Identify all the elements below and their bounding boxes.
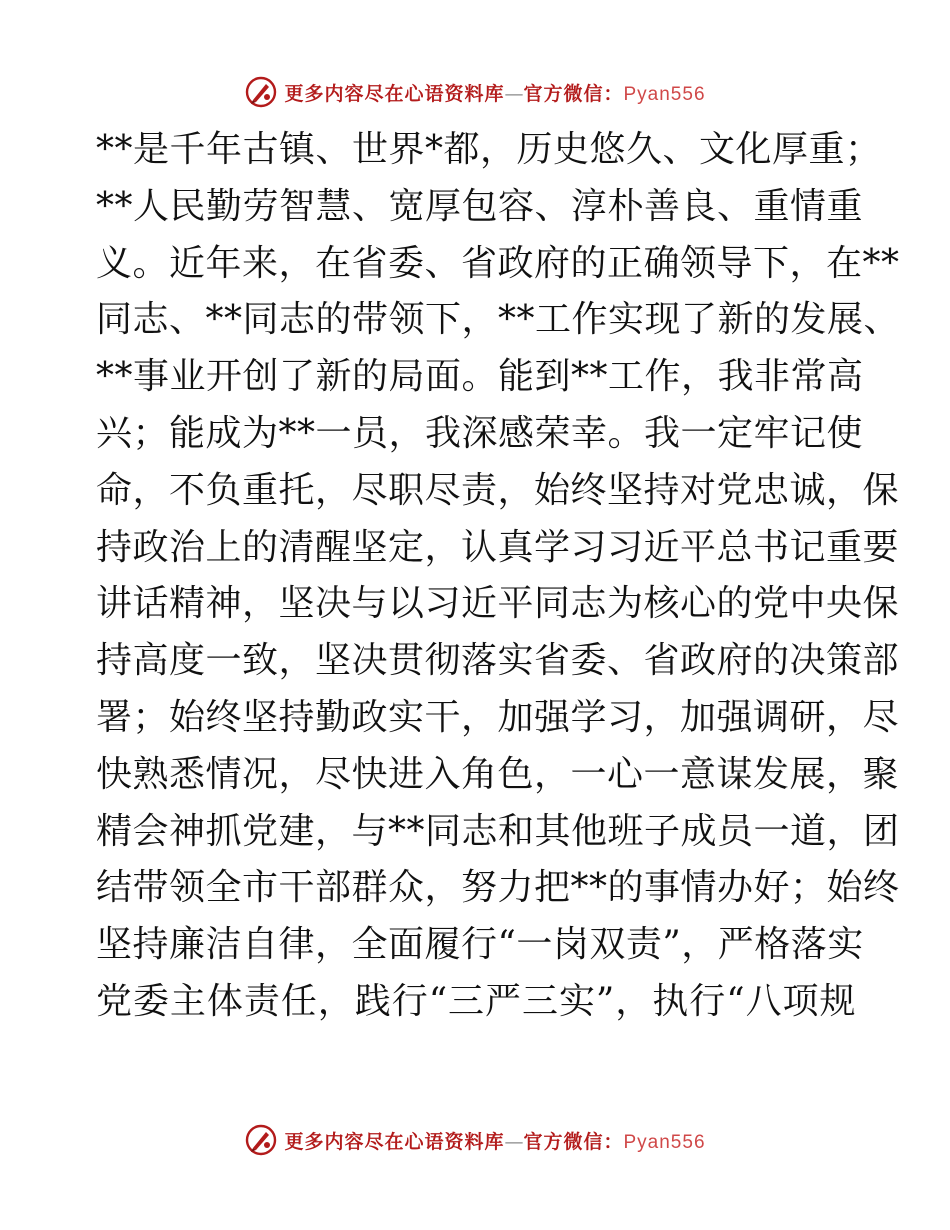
document-body: [96, 122, 901, 1031]
text-line: **事业开创了新的局面。能到**工作，我非常高: [96, 356, 864, 398]
watermark-text: [284, 1127, 705, 1154]
quill-pen-seal-icon: [244, 75, 278, 109]
header-watermark: [0, 72, 950, 112]
footer-watermark: [0, 1120, 950, 1160]
watermark-separator: —: [504, 82, 524, 105]
text-line: 命，不负重托，尽职尽责，始终坚持对党忠诚，保: [96, 469, 900, 511]
text-line: 快熟悉情况，尽快进入角色，一心一意谋发展，聚: [96, 753, 900, 795]
watermark-wechat-label: 官方微信：: [523, 82, 624, 105]
text-line: 讲话精神，坚决与以习近平同志为核心的党中央保: [96, 583, 900, 625]
watermark-text: [284, 79, 705, 106]
text-line: **人民勤劳智慧、宽厚包容、淳朴善良、重情重: [96, 185, 864, 227]
watermark-wechat-id: Pyan556: [623, 1131, 706, 1153]
text-line: **是千年古镇、世界*都，历史悠久、文化厚重；: [96, 129, 882, 170]
text-line: 署；始终坚持勤政实干，加强学习，加强调研，尽: [96, 696, 900, 738]
text-line: 精会神抓党建，与**同志和其他班子成员一道，团: [96, 810, 900, 852]
text-line: 结带领全市干部群众，努力把**的事情办好；始终: [96, 867, 900, 909]
text-line: 坚持廉洁自律，全面履行“一岗双责”，严格落实: [96, 924, 864, 966]
watermark-main: 更多内容尽在心语资料库: [284, 82, 505, 105]
text-line: 持政治上的清醒坚定，认真学习习近平总书记重要: [96, 526, 900, 568]
watermark-main: 更多内容尽在心语资料库: [284, 1130, 505, 1153]
quill-pen-seal-icon: [244, 1123, 278, 1157]
text-line: 党委主体责任，践行“三严三实”，执行“八项规: [96, 980, 856, 1022]
text-line: 义。近年来，在省委、省政府的正确领导下，在**: [96, 242, 900, 284]
text-line: 持高度一致，坚决贯彻落实省委、省政府的决策部: [96, 640, 900, 682]
watermark-wechat-id: Pyan556: [623, 83, 706, 105]
watermark-separator: —: [504, 1130, 524, 1153]
text-line: 同志、**同志的带领下，**工作实现了新的发展、: [96, 299, 901, 341]
text-line: 兴；能成为**一员，我深感荣幸。我一定牢记使: [96, 412, 864, 454]
watermark-wechat-label: 官方微信：: [523, 1130, 624, 1153]
